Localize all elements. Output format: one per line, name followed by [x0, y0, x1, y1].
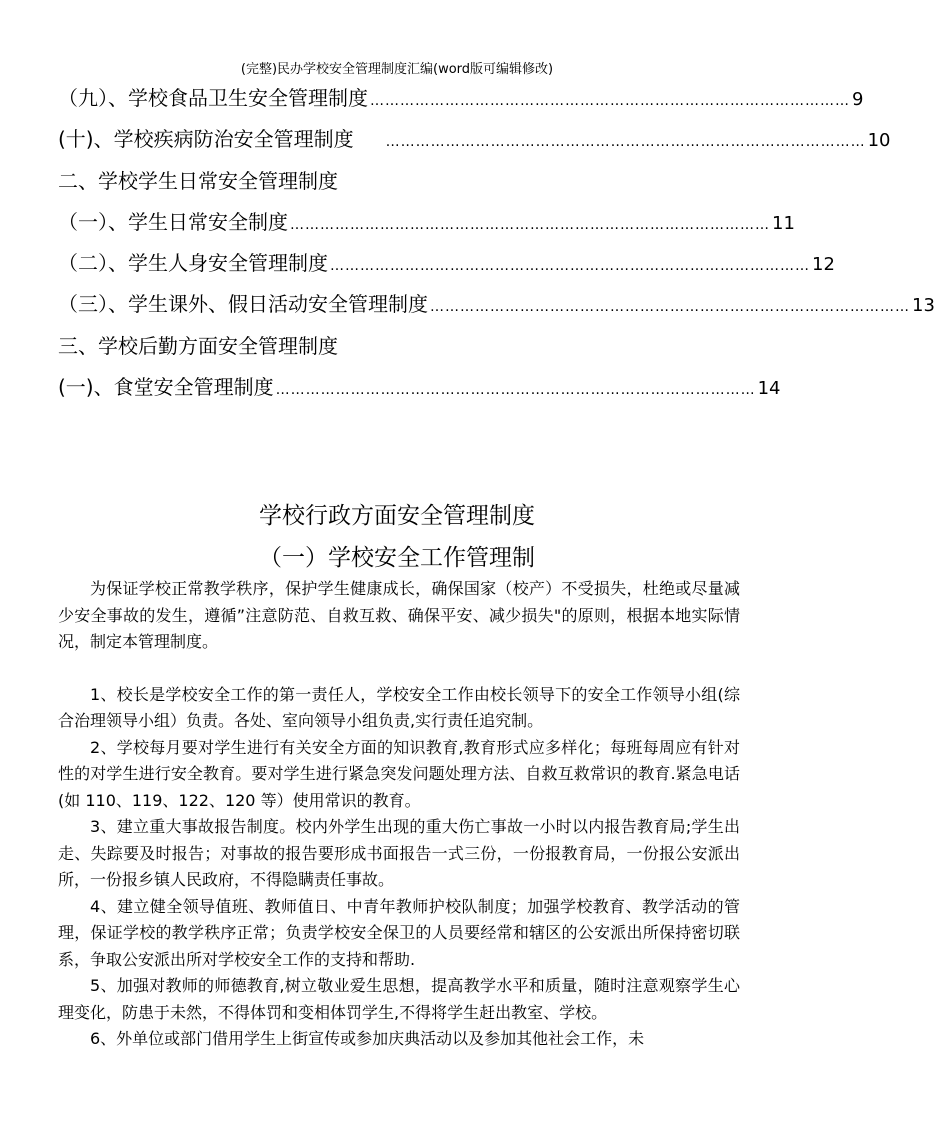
toc-entry-label: （三）、学生课外、假日活动安全管理制度 [58, 292, 428, 317]
paragraph: 6、外单位或部门借用学生上街宣传或参加庆典活动以及参加其他社会工作，未 [90, 1029, 645, 1048]
toc-entry-label: 三、学校后勤方面安全管理制度 [58, 333, 338, 358]
paragraph: 1、校长是学校安全工作的第一责任人，学校安全工作由校长领导下的安全工作领导小组(综合治理领导小组）负责。各处、室向领导小组负责,实行责任追究制。 [58, 684, 740, 730]
table-of-contents [58, 84, 935, 414]
toc-entry [58, 167, 598, 208]
toc-entry [58, 249, 835, 290]
toc-entry [58, 84, 864, 125]
toc-leader-dots: …………………………………………………………………………………… [355, 134, 866, 151]
toc-leader-dots: …………………………………………………………………………………… [370, 93, 850, 109]
section-title: 学校行政方面安全管理制度 [259, 503, 535, 529]
toc-entry [58, 125, 891, 166]
toc-entry-page: 11 [772, 212, 795, 234]
paragraph: 为保证学校正常教学秩序，保护学生健康成长，确保国家（校产）不受损失，杜绝或尽量减少安全事故的发生，遵循”注意防范、自救互救、确保平安、减少损失"的原则，根据本地实际情况，制定本管理制度。 [58, 579, 740, 651]
toc-entry-label: （九）、学校食品卫生安全管理制度 [58, 86, 368, 110]
toc-entry-page: 10 [867, 130, 891, 152]
toc-leader-dots: …………………………………………………………………………………… [290, 216, 770, 233]
toc-entry-label: （一）、学生日常安全制度 [58, 209, 288, 234]
toc-entry-page: 9 [852, 89, 864, 110]
toc-entry-label: （二）、学生人身安全管理制度 [58, 251, 328, 276]
toc-entry-page: 14 [757, 378, 781, 400]
toc-entry-label: 二、学校学生日常安全管理制度 [58, 168, 338, 193]
toc-entry-label: (十)、学校疾病防治安全管理制度 [58, 127, 354, 152]
toc-entry [58, 373, 781, 414]
toc-leader-dots: …………………………………………………………………………………… [330, 258, 810, 275]
toc-leader-dots: …………………………………………………………………………………… [275, 382, 756, 399]
toc-entry-label: (一)、食堂安全管理制度 [58, 375, 274, 400]
toc-entry [58, 208, 795, 249]
paragraph: 3、建立重大事故报告制度。校内外学生出现的重大伤亡事故一小时以内报告教育局;学生出走、失踪要及时报告；对事故的报告要形成书面报告一式三份，一份报教育局，一份报公安派出所，一份报乡镇人民政府，不得隐瞒责任事故。 [58, 817, 740, 889]
toc-entry-page: 13 [912, 295, 935, 317]
paragraph: 2、学校每月要对学生进行有关安全方面的知识教育,教育形式应多样化；每班每周应有针对性的对学生进行安全教育。要对学生进行紧急突发问题处理方法、自救互救常识的教育.紧急电话(如 110、119、122、120 等）使用常识的教育。 [58, 737, 740, 810]
page-header: (完整)民办学校安全管理制度汇编(word版可编辑修改) [240, 62, 554, 77]
toc-entry [58, 290, 935, 331]
toc-entry [58, 332, 598, 373]
body-text [58, 576, 740, 1053]
paragraph: 4、建立健全领导值班、教师值日、中青年教师护校队制度；加强学校教育、教学活动的管理，保证学校的教学秩序正常；负责学校安全保卫的人员要经常和辖区的公安派出所保持密切联系，争取公安派出所对学校安全工作的支持和帮助. [58, 896, 740, 969]
paragraph: 5、加强对教师的师德教育,树立敬业爱生思想，提高教学水平和质量，随时注意观察学生心理变化，防患于未然，不得体罚和变相体罚学生,不得将学生赶出教室、学校。 [58, 976, 740, 1022]
subsection-title: （一）学校安全工作管理制 [259, 545, 535, 571]
toc-leader-dots: …………………………………………………………………………………… [430, 299, 910, 316]
toc-entry-page: 12 [812, 254, 835, 276]
